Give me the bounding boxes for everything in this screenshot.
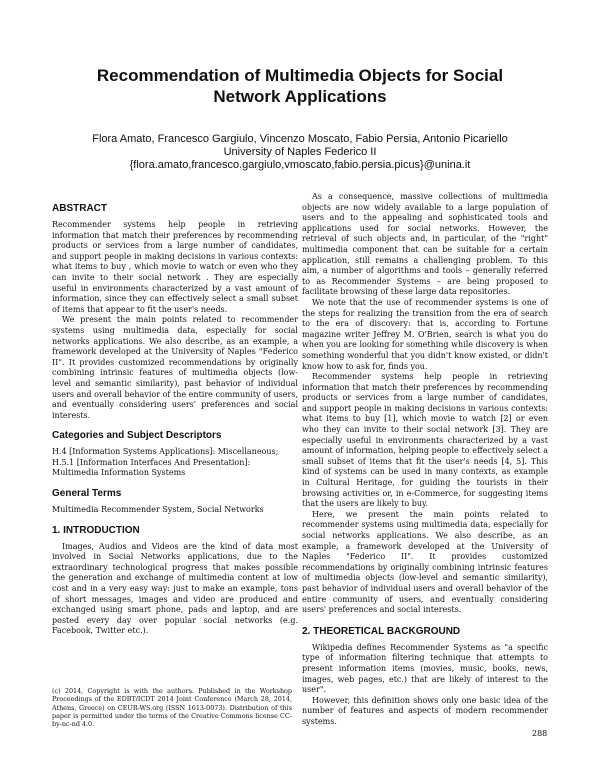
abstract-paragraph-1: Recommender systems help people in retrieving information that match their preferences by recommending products or services from a large number of candidates, and support people in making decisions in various contexts: what items to buy , which movie to watch or even who they can invite to their social network . They are especially useful in environments characterized by a vast amount of information, since they can effectively select a small subset of items that appear to fit the user's needs.: [52, 220, 298, 314]
copyright-notice: (c) 2014, Copyright is with the authors. Published in the Workshop Proceedings of the EDBT/ICDT 2014 Joint Conference (March 28, 2014, Athens, Greece) on CEUR-WS.org (ISSN 1613-0073). Distribution of this paper is permitted under the terms of the Creative Commons license CC-by-nc-nd 4.0.: [52, 687, 292, 729]
general-terms-heading: General Terms: [52, 488, 122, 500]
introduction-paragraph-4: Recommender systems help people in retrieving information that match their preferences by recommending products or services from a large number of candidates, and support people in making decisions in various contexts: what items to buy [1], which movie to watch [2] or even who they can invite to their social network [3]. They are especially useful in environments characterized by a vast amount of information, helping people to effectively select a small subset of items that fit the user's needs [4, 5]. This kind of systems can be used in many contexts, as example in Cultural Heritage, for guiding the tourists in their browsing activities or, in e-Commerce, for suggesting items that the users are likely to buy.: [302, 372, 548, 509]
introduction-heading: 1. INTRODUCTION: [52, 524, 140, 536]
title-line-2: Network Applications: [213, 87, 387, 106]
title-line-1: Recommendation of Multimedia Objects for Social: [96, 66, 504, 85]
general-terms-text: Multimedia Recommender System, Social Networks: [52, 505, 264, 515]
paper-title: [70, 65, 530, 107]
introduction-paragraph-1: Images, Audios and Videos are the kind of data most involved in Social Networks applications, due to the extraordinary technological progress that makes possible the generation and exchange of multimedia content at low cost and in a very easy way: just to make an example, tons of short messages, images and video are produced and exchanged using smart phone, pads and laptop, and are posted every day over popular social networks (e.g. Facebook, Twitter etc.).: [52, 541, 298, 636]
background-paragraph-2: However, this definition shows only one basic idea of the number of features and aspects of modern recommender systems.: [302, 695, 548, 726]
introduction-paragraph-2: As a consequence, massive collections of multimedia objects are now widely available to a large population of users and to the appealing and sophisticated tools and applications used for social networks. However, the retrieval of such objects and, in particular, of the "right" multimedia component that can be suitable for a certain application, still remains a challenging problem. To this aim, a number of algorithms and tools – generally referred to as Recommender Systems – are being proposed to facilitate browsing of these large data repositories.: [302, 192, 548, 297]
background-heading: 2. THEORETICAL BACKGROUND: [302, 625, 461, 637]
author-names: Flora Amato, Francesco Gargiulo, Vincenzo Moscato, Fabio Persia, Antonio Picariello: [92, 133, 508, 145]
right-column: [302, 192, 548, 728]
affiliation: University of Naples Federico II: [223, 146, 377, 158]
introduction-paragraph-5: Here, we present the main points related to recommender systems using multimedia data, especially for social networks applications. We also describe, as an example, a framework developed at the University of Naples "Federico II". It provides customized recommendations by originally combining intrinsic features of multimedia objects (low-level and semantic similarity), past behavior of individual users and overall behavior of the entire community of users, and eventually considering users' preferences and social interests.: [302, 509, 548, 615]
categories-text: H.4 [Information Systems Applications]: Miscellaneous; H.5.1 [Information Interfaces And Presentation]: Multimedia Information Systems: [52, 447, 279, 478]
page-number: 288: [532, 729, 548, 738]
abstract-paragraph-2: We present the main points related to recommender systems using multimedia data, especially for social networks applications. We also describe, as an example, a framework developed at the University of Naples "Federico II". It provides customized recommendations by originally combining intrinsic features of multimedia objects (low-level and semantic similarity), past behavior of individual users and overall behavior of the entire community of users, and eventually considering users' preferences and social interests.: [52, 315, 298, 420]
left-column: [52, 203, 298, 637]
author-emails: {flora.amato,francesco.gargiulo,vmoscato,fabio.persia.picus}@unina.it: [129, 159, 471, 171]
background-paragraph-1: Wikipedia defines Recommender Systems as "a specific type of information filtering technique that attempts to present information items (movies, music, books, news, images, web pages, etc.) that are likely of interest to the user".: [302, 642, 548, 695]
introduction-paragraph-3: We note that the use of recommender systems is one of the steps for realizing the transition from the era of search to the era of discovery: that is, according to Fortune magazine writer Jeffrey M. O'Brien, search is what you do when you are looking for something while discovery is when something wonderful that you didn't know existed, or didn't know how to ask for, finds you.: [302, 297, 548, 371]
abstract-heading: ABSTRACT: [52, 203, 107, 214]
author-block: [60, 133, 540, 172]
categories-heading: Categories and Subject Descriptors: [52, 430, 222, 442]
